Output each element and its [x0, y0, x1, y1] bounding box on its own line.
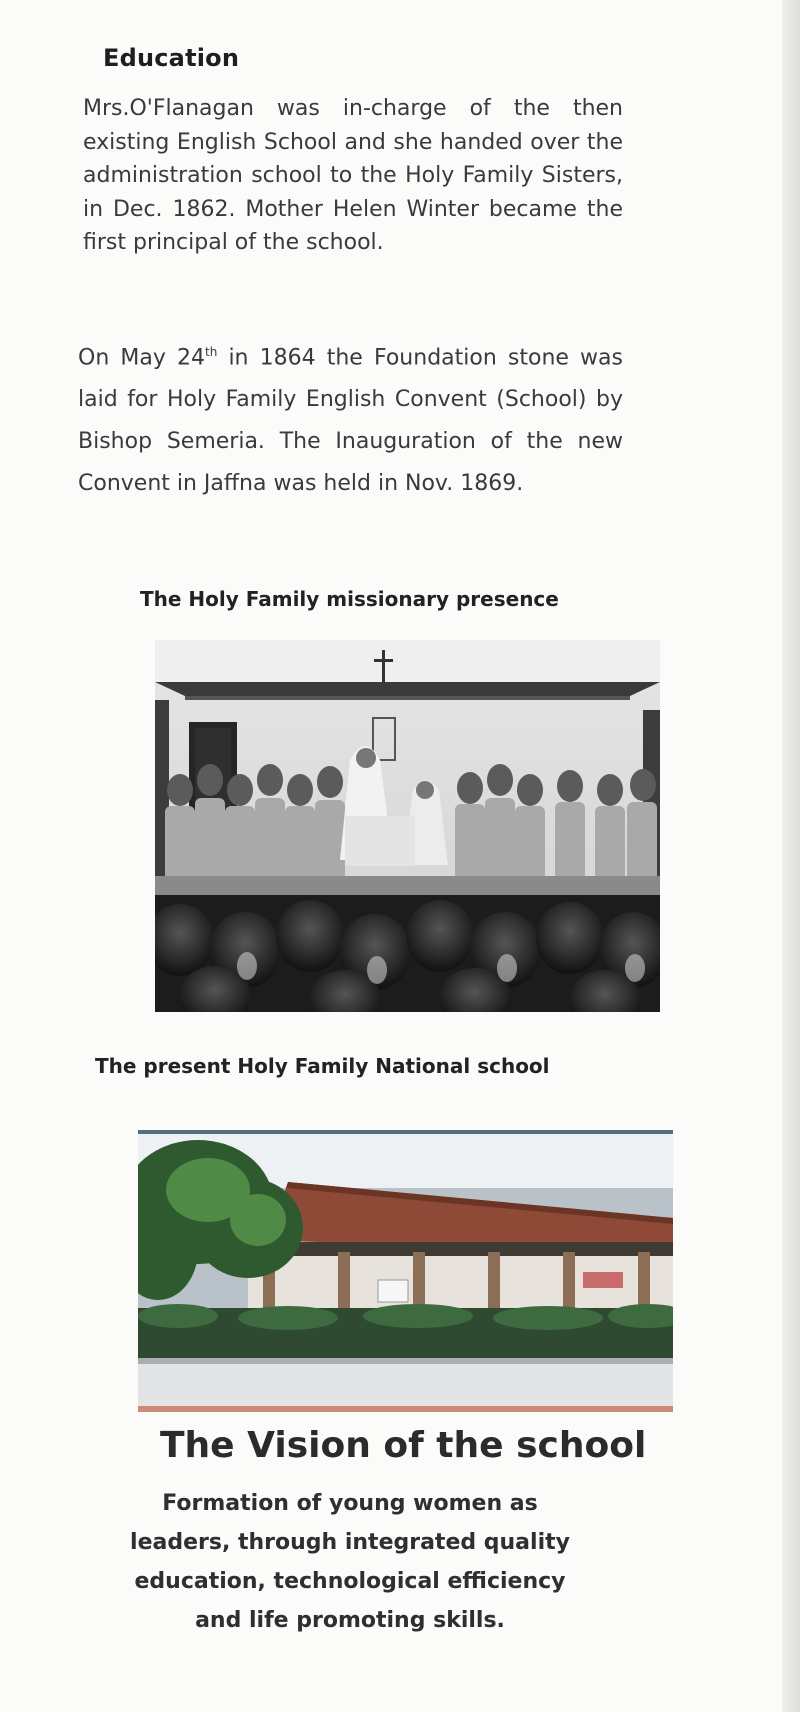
- para2-text-start: On May 24: [78, 345, 205, 371]
- photo-school-illustration: [138, 1130, 673, 1412]
- photo-missionary-illustration: [155, 640, 660, 1012]
- scan-edge-shadow: [782, 0, 800, 1712]
- vision-line: education, technological efficiency: [134, 1569, 566, 1594]
- vision-title: The Vision of the school: [160, 1425, 647, 1466]
- photo-missionary-presence: [155, 640, 660, 1012]
- photo-national-school: [138, 1130, 673, 1412]
- photo-caption-missionary: The Holy Family missionary presence: [140, 587, 559, 611]
- vision-line: leaders, through integrated quality: [130, 1530, 570, 1555]
- education-paragraph-2: [78, 331, 623, 505]
- education-paragraph-1: Mrs.O'Flanagan was in-charge of the then existing English School and she handed over the administration school to the Holy Family Sisters, in Dec. 1862. Mother Helen Winter became the first principal of the school.: [83, 96, 623, 255]
- section-heading-education: Education: [103, 44, 240, 72]
- vision-line: Formation of young women as: [162, 1491, 538, 1516]
- para2-text-end: in 1864 the Foundation stone was laid for Holy Family English Convent (School) by Bishop Semeria. The Inauguration of the new Convent in Jaffna was held in Nov. 1869.: [78, 345, 623, 497]
- photo-caption-national-school: The present Holy Family National school: [95, 1054, 550, 1078]
- vision-line: and life promoting skills.: [195, 1608, 505, 1633]
- vision-statement: [80, 1484, 620, 1640]
- para2-ordinal-suffix: th: [205, 345, 218, 359]
